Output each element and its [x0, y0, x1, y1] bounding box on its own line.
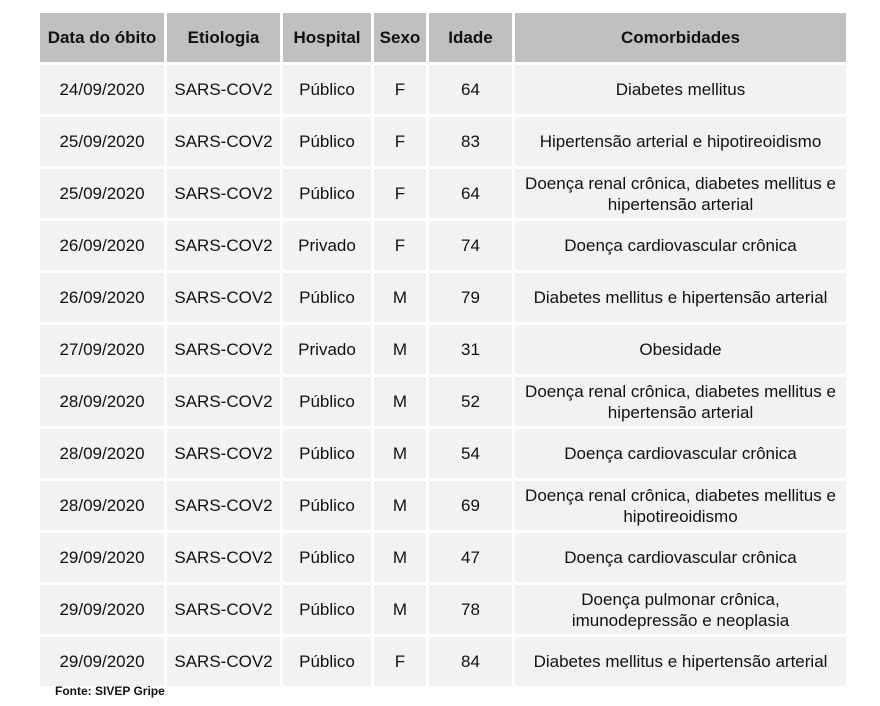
cell-hospital: Público: [283, 117, 371, 166]
cell-comorbidities: Doença cardiovascular crônica: [515, 533, 846, 582]
cell-date: 29/09/2020: [40, 637, 164, 686]
cell-hospital: Público: [283, 637, 371, 686]
header-data-obito: Data do óbito: [40, 13, 164, 62]
cell-date: 29/09/2020: [40, 585, 164, 634]
cell-age: 31: [429, 325, 512, 374]
cell-etiology: SARS-COV2: [167, 481, 280, 530]
cell-hospital: Público: [283, 429, 371, 478]
cell-date: 24/09/2020: [40, 65, 164, 114]
cell-sex: M: [374, 429, 426, 478]
cell-sex: F: [374, 65, 426, 114]
cell-hospital: Público: [283, 65, 371, 114]
table-row: [40, 221, 846, 270]
cell-hospital: Público: [283, 481, 371, 530]
header-hospital: Hospital: [283, 13, 371, 62]
table-row: [40, 117, 846, 166]
cell-etiology: SARS-COV2: [167, 169, 280, 218]
table-header-row: [40, 13, 846, 62]
header-etiologia: Etiologia: [167, 13, 280, 62]
header-comorbidades: Comorbidades: [515, 13, 846, 62]
cell-sex: M: [374, 585, 426, 634]
table-row: [40, 169, 846, 218]
cell-etiology: SARS-COV2: [167, 325, 280, 374]
cell-age: 47: [429, 533, 512, 582]
cell-etiology: SARS-COV2: [167, 117, 280, 166]
cell-hospital: Público: [283, 273, 371, 322]
cell-comorbidities: Doença renal crônica, diabetes mellitus e hipertensão arterial: [515, 169, 846, 218]
table-row: [40, 481, 846, 530]
header-sexo: Sexo: [374, 13, 426, 62]
cell-sex: M: [374, 481, 426, 530]
table-row: [40, 585, 846, 634]
table-row: [40, 325, 846, 374]
cell-comorbidities: Doença renal crônica, diabetes mellitus e hipotireoidismo: [515, 481, 846, 530]
cell-age: 64: [429, 65, 512, 114]
cell-age: 79: [429, 273, 512, 322]
cell-age: 64: [429, 169, 512, 218]
cell-hospital: Privado: [283, 221, 371, 270]
cell-age: 84: [429, 637, 512, 686]
cell-age: 78: [429, 585, 512, 634]
cell-hospital: Público: [283, 533, 371, 582]
table-row: [40, 273, 846, 322]
cell-etiology: SARS-COV2: [167, 65, 280, 114]
cell-date: 26/09/2020: [40, 221, 164, 270]
cell-age: 74: [429, 221, 512, 270]
cell-etiology: SARS-COV2: [167, 585, 280, 634]
cell-age: 69: [429, 481, 512, 530]
cell-date: 25/09/2020: [40, 169, 164, 218]
cell-sex: M: [374, 325, 426, 374]
cell-comorbidities: Doença cardiovascular crônica: [515, 429, 846, 478]
cell-sex: F: [374, 169, 426, 218]
cell-sex: M: [374, 377, 426, 426]
cell-comorbidities: Diabetes mellitus e hipertensão arterial: [515, 637, 846, 686]
cell-date: 27/09/2020: [40, 325, 164, 374]
table-row: [40, 637, 846, 686]
table-row: [40, 65, 846, 114]
cell-age: 83: [429, 117, 512, 166]
cell-sex: F: [374, 117, 426, 166]
cell-comorbidities: Obesidade: [515, 325, 846, 374]
cell-age: 54: [429, 429, 512, 478]
cell-comorbidities: Doença renal crônica, diabetes mellitus e hipertensão arterial: [515, 377, 846, 426]
cell-hospital: Público: [283, 377, 371, 426]
cell-comorbidities: Diabetes mellitus: [515, 65, 846, 114]
cell-comorbidities: Diabetes mellitus e hipertensão arterial: [515, 273, 846, 322]
cell-date: 28/09/2020: [40, 429, 164, 478]
table-row: [40, 533, 846, 582]
cell-comorbidities: Doença pulmonar crônica, imunodepressão e neoplasia: [515, 585, 846, 634]
cell-sex: F: [374, 221, 426, 270]
cell-etiology: SARS-COV2: [167, 637, 280, 686]
cell-date: 28/09/2020: [40, 377, 164, 426]
source-note: Fonte: SIVEP Gripe: [55, 684, 165, 698]
cell-date: 26/09/2020: [40, 273, 164, 322]
table-row: [40, 429, 846, 478]
cell-etiology: SARS-COV2: [167, 429, 280, 478]
cell-etiology: SARS-COV2: [167, 273, 280, 322]
cell-comorbidities: Hipertensão arterial e hipotireoidismo: [515, 117, 846, 166]
cell-etiology: SARS-COV2: [167, 377, 280, 426]
cell-hospital: Público: [283, 169, 371, 218]
cell-sex: M: [374, 533, 426, 582]
cell-sex: F: [374, 637, 426, 686]
cell-date: 28/09/2020: [40, 481, 164, 530]
cell-age: 52: [429, 377, 512, 426]
cell-etiology: SARS-COV2: [167, 221, 280, 270]
cell-sex: M: [374, 273, 426, 322]
cell-date: 29/09/2020: [40, 533, 164, 582]
table-row: [40, 377, 846, 426]
deaths-table: [37, 10, 849, 689]
cell-comorbidities: Doença cardiovascular crônica: [515, 221, 846, 270]
cell-etiology: SARS-COV2: [167, 533, 280, 582]
cell-date: 25/09/2020: [40, 117, 164, 166]
header-idade: Idade: [429, 13, 512, 62]
cell-hospital: Privado: [283, 325, 371, 374]
cell-hospital: Público: [283, 585, 371, 634]
